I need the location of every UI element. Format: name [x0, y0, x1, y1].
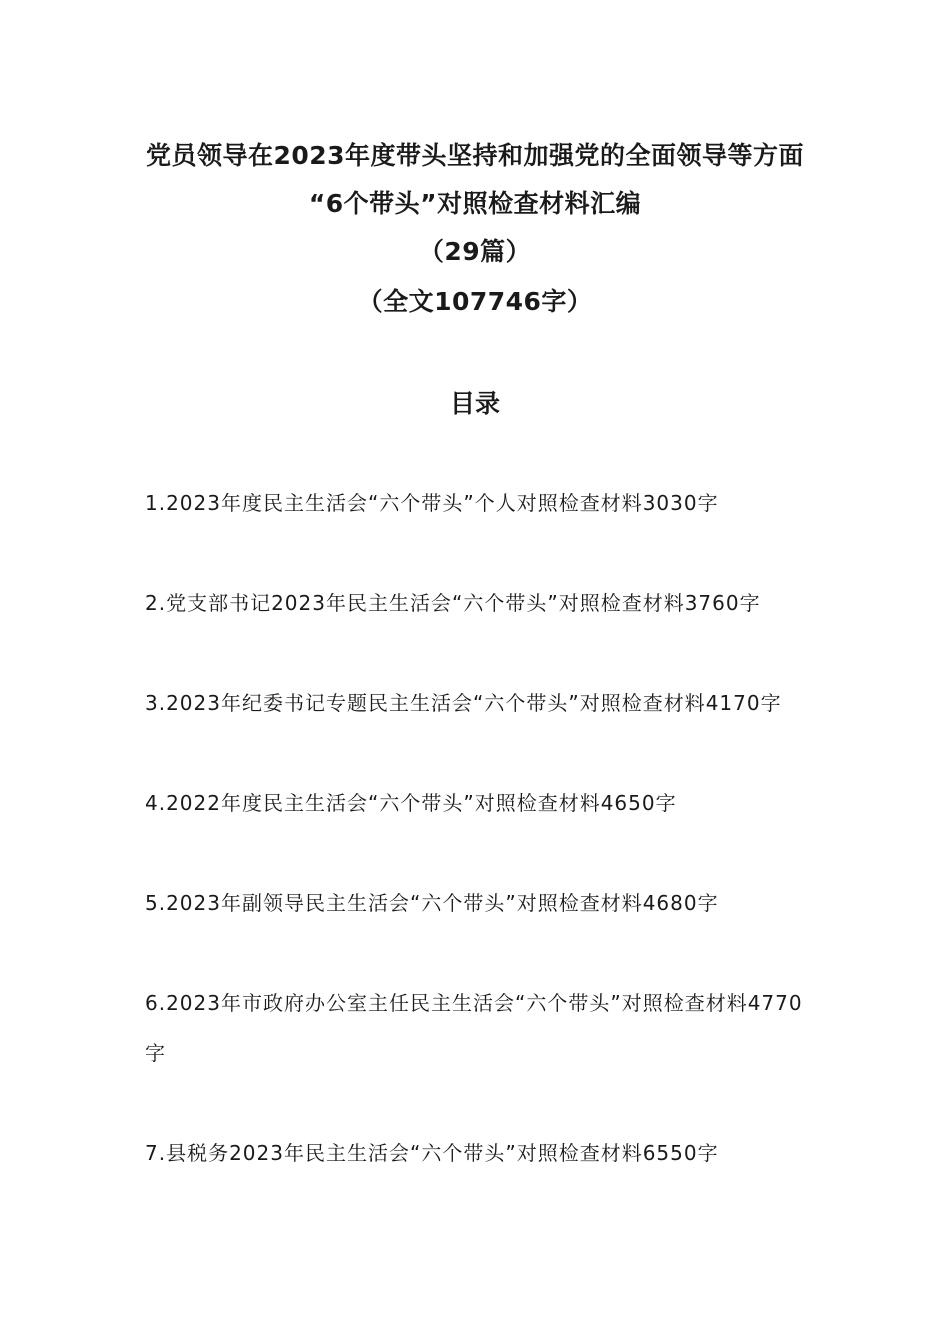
- toc-item[interactable]: 7.县税务2023年民主生活会“六个带头”对照检查材料6550字: [145, 1141, 719, 1165]
- table-of-contents: [145, 478, 815, 1228]
- toc-item[interactable]: 1.2023年度民主生活会“六个带头”个人对照检查材料3030字: [145, 491, 719, 515]
- toc-item[interactable]: 5.2023年副领导民主生活会“六个带头”对照检查材料4680字: [145, 891, 719, 915]
- document-title-line-1: 党员领导在2023年度带头坚持和加强党的全面领导等方面: [145, 141, 805, 170]
- toc-heading: 目录: [449, 389, 500, 418]
- document-article-count: （29篇）: [418, 237, 532, 266]
- toc-item[interactable]: 6.2023年市政府办公室主任民主生活会“六个带头”对照检查材料4770字: [145, 991, 803, 1065]
- toc-item[interactable]: 2.党支部书记2023年民主生活会“六个带头”对照检查材料3760字: [145, 591, 761, 615]
- toc-item[interactable]: 4.2022年度民主生活会“六个带头”对照检查材料4650字: [145, 791, 677, 815]
- document-word-count: （全文107746字）: [357, 287, 593, 316]
- document-title-line-2: “6个带头”对照检查材料汇编: [308, 189, 642, 218]
- toc-item[interactable]: 3.2023年纪委书记专题民主生活会“六个带头”对照检查材料4170字: [145, 691, 782, 715]
